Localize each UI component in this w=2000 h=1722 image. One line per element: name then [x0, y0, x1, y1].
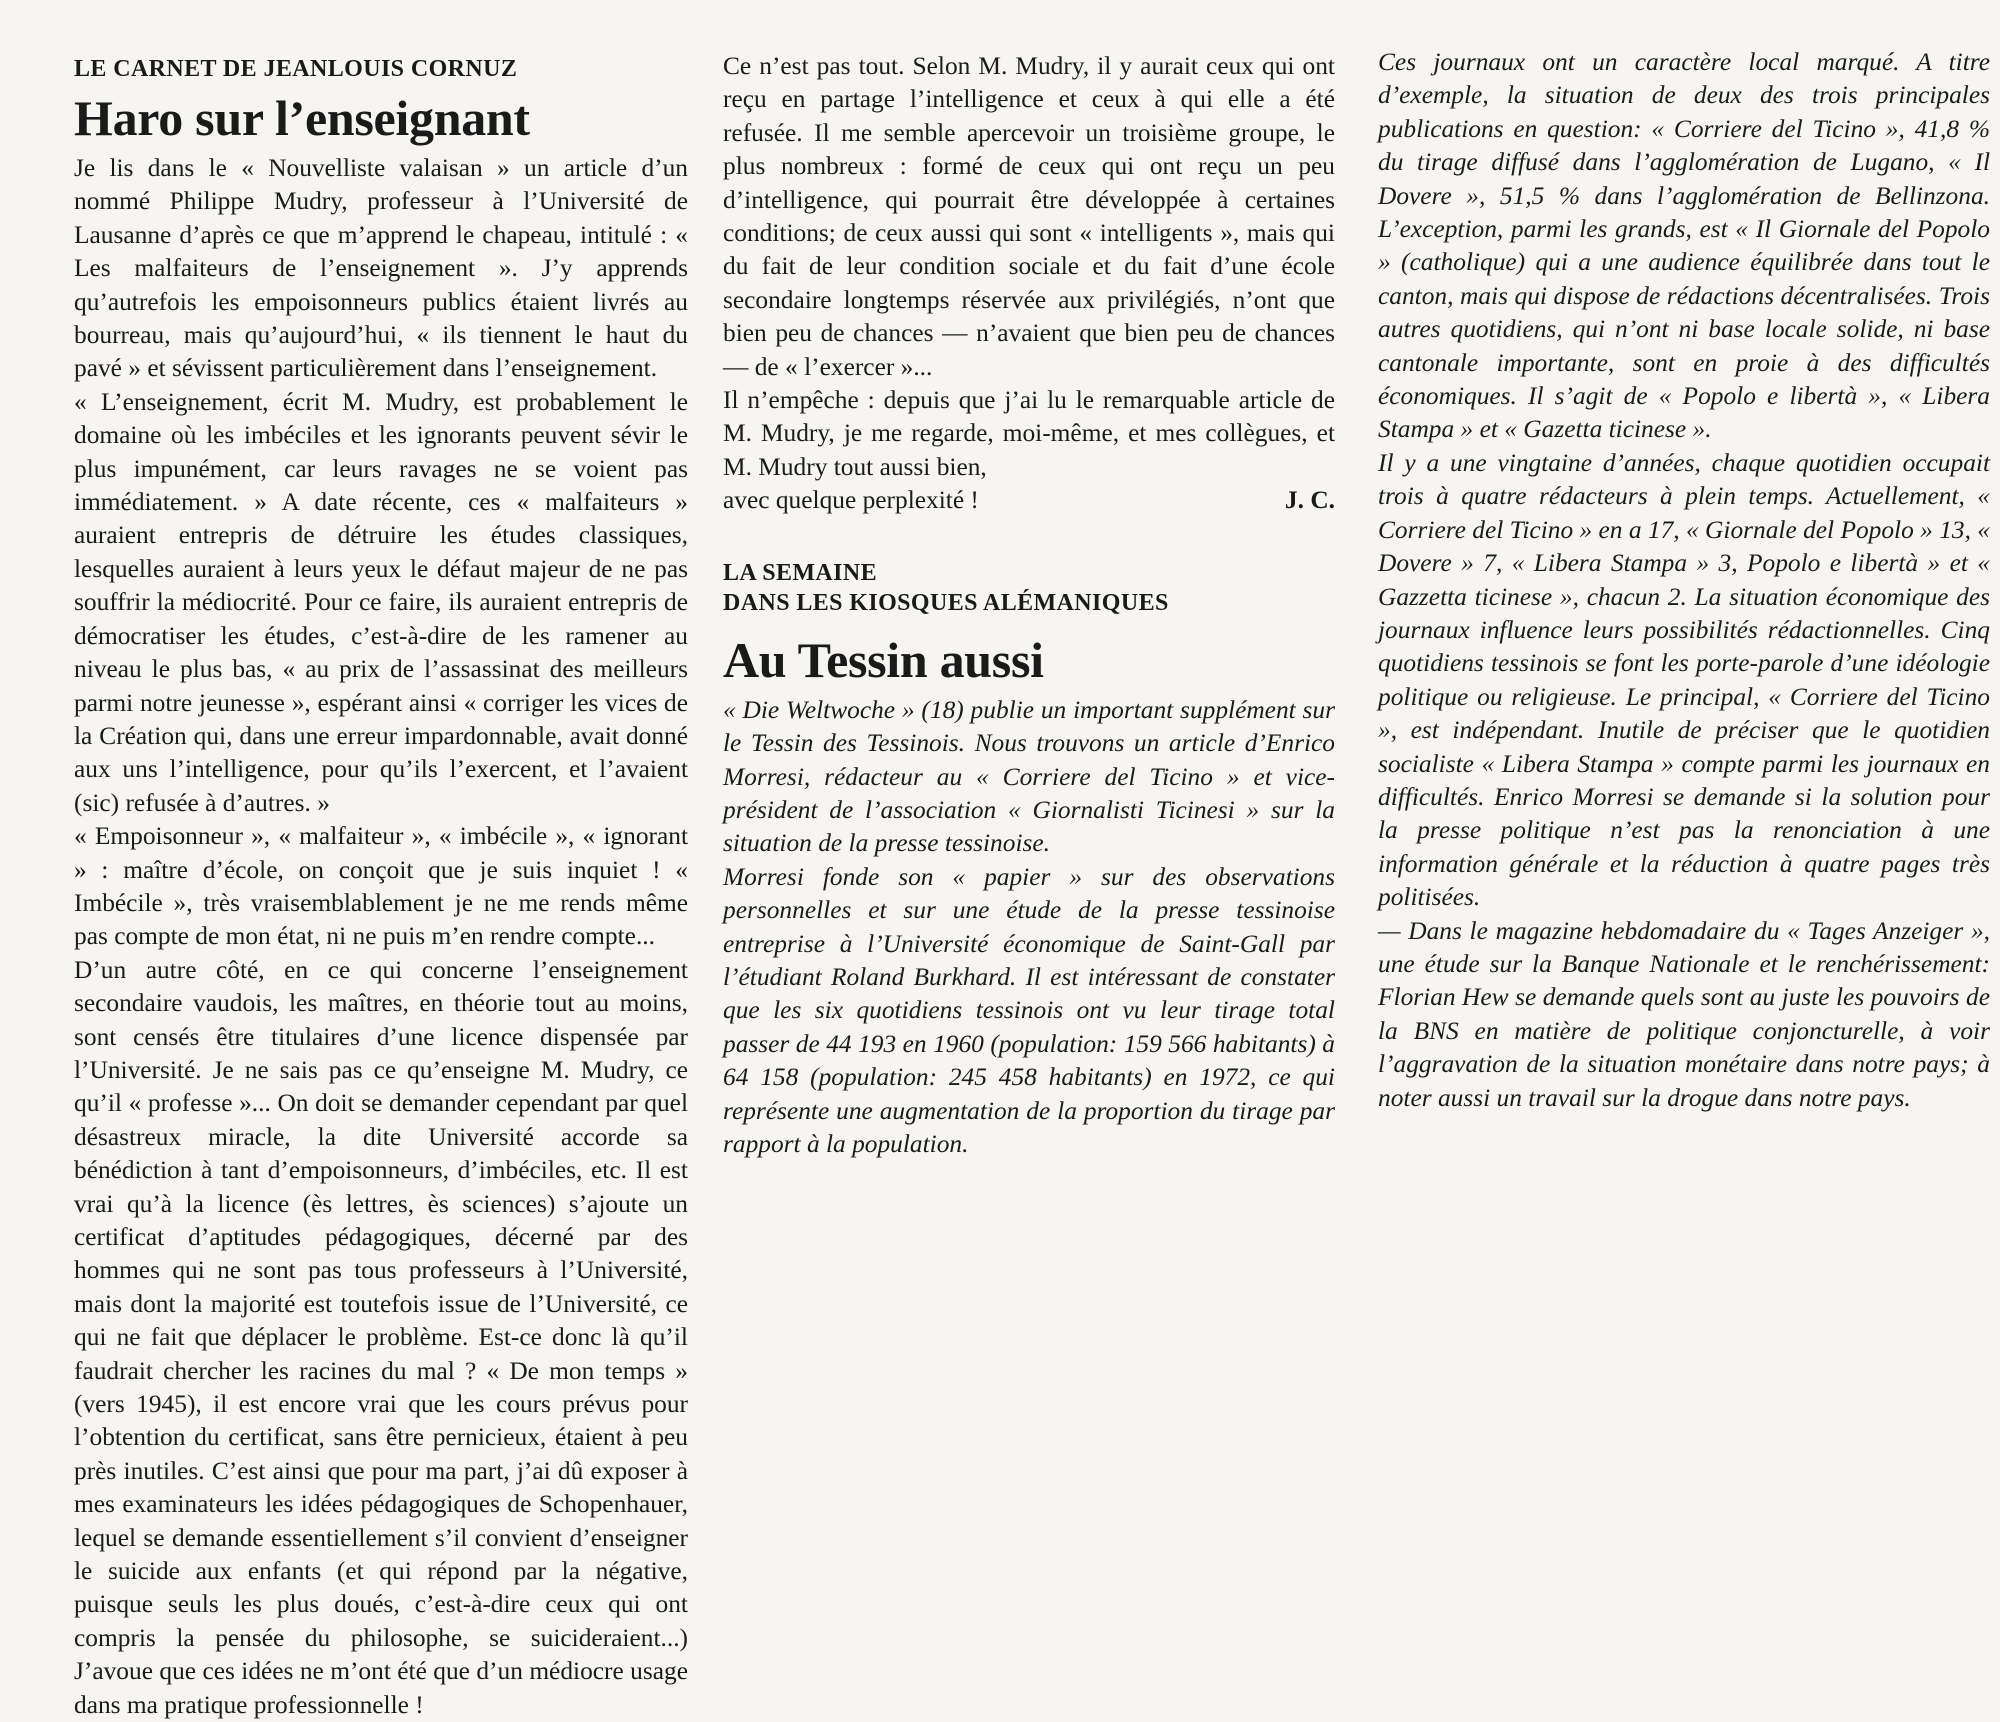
- column-1: [74, 50, 688, 1719]
- article-1-paragraph: « L’enseignement, écrit M. Mudry, est probablement le domaine où les imbéciles et les ignorants peuvent sévir le plus impunément, car leurs ravages ne se voient pas immédiatement. » A date récente, ces « malfaiteurs » auraient entrepris de détruire les études classiques, lesquelles auraient à leurs yeux le défaut majeur de ne pas souffrir la médiocrité. Pour ce faire, ils auraient entrepris de démocratiser les études, c’est-à-dire de les ramener au niveau le plus bas, « au prix de l’assassinat des meilleurs parmi notre jeunesse », espérant ainsi « corriger les vices de la Création qui, dans une erreur impardonnable, avait donné aux uns l’intelligence, pour qu’ils l’exercent, et l’avaient (sic) refusée à d’autres. »: [74, 387, 688, 817]
- article-1-paragraph: Je lis dans le « Nouvelliste valaisan » un article d’un nommé Philippe Mudry, professeur à l’Université de Lausanne d’après ce que m’apprend le chapeau, intitulé : « Les malfaiteurs de l’enseignement ». J’y apprends qu’autrefois les empoisonneurs publics étaient livrés au bourreau, mais qu’aujourd’hui, « ils tiennent le haut du pavé » et sévissent particulièrement dans l’enseignement.: [74, 154, 688, 383]
- article-spacer: [723, 518, 1335, 554]
- column-3: [1378, 46, 1990, 1548]
- article-2-paragraph: « Die Weltwoche » (18) publie un important supplément sur le Tessin des Tessinois. Nous trouvons un article d’Enrico Morresi, rédacteur au « Corriere del Ticino » et vice-président de l’association « Giornalisti Ticinesi » sur la situation de la presse tessinoise.: [723, 695, 1335, 858]
- article-1-rubric: LE CARNET DE JEANLOUIS CORNUZ: [74, 56, 518, 82]
- article-2-rubric-line-1: LA SEMAINE: [723, 559, 878, 586]
- article-1-closing: [723, 484, 1335, 517]
- article-1-paragraph: D’un autre côté, en ce qui concerne l’enseignement secondaire vaudois, les maîtres, en théorie tout au moins, sont censés être titulaires d’une licence dispensée par l’Université. Je ne sais pas ce qu’enseigne M. Mudry, ce qu’il « professe »... On doit se demander cependant par quel désastreux miracle, la dite Université accorde sa bénédiction à tant d’empoisonneurs, d’imbéciles, etc. Il est vrai qu’à la licence (ès lettres, ès sciences) s’ajoute un certificat d’aptitudes pédagogiques, décerné par des hommes qui ne sont pas tous professeurs à l’Université, mais dont la majorité est toutefois issue de l’Université, ce qui ne fait que déplacer le problème. Est-ce donc là qu’il faudrait chercher les racines du mal ? « De mon temps » (vers 1945), il est encore vrai que les cours prévus pour l’obtention du certificat, sans être pernicieux, étaient à peu près inutiles. C’est ainsi que pour ma part, j’ai dû exposer à mes examinateurs les idées pédagogiques de Schopenhauer, lequel se demande essentiellement s’il convient d’enseigner le suicide aux enfants (et qui répond par la négative, puisque seuls les plus doués, c’est-à-dire ceux qui ont compris la pensée du philosophe, se suicideraient...) J’avoue que ces idées ne m’ont été que d’un médiocre usage dans ma pratique professionnelle !: [74, 955, 688, 1719]
- article-2-paragraph: Ces journaux ont un caractère local marqué. A titre d’exemple, la situation de deux des trois principales publications en question: « Corriere del Ticino », 41,8 % du tirage diffusé dans l’agglomération de Lugano, « Il Dovere », 51,5 % dans l’agglomération de Bellinzona. L’exception, parmi les grands, est « Il Giornale del Popolo » (catholique) qui a une audience équilibrée dans tout le canton, mais qui dispose de rédactions décentralisées. Trois autres quotidiens, qui n’ont ni base locale solide, ni base cantonale importante, sont en proie à des difficultés économiques. Il s’agit de « Popolo e libertà », « Libera Stampa » et « Gazetta ticinese ».: [1378, 48, 1990, 444]
- article-2-paragraph: — Dans le magazine hebdomadaire du « Tages Anzeiger », une étude sur la Banque Nationale et le renchérissement: Florian Hew se demande quels sont au juste les pouvoirs de la BNS en matière de politique conjoncturelle, à voir l’aggravation de la situation monétaire dans notre pays; à noter aussi un travail sur la drogue dans notre pays.: [1378, 916, 1990, 1112]
- column-2: [723, 50, 1335, 1548]
- article-1-last-line: avec quelque perplexité !: [723, 486, 979, 515]
- article-1-paragraph: Il n’empêche : depuis que j’ai lu le remarquable article de M. Mudry, je me regarde, moi-même, et mes collègues, et M. Mudry tout aussi bien,: [723, 386, 1335, 481]
- article-2-rubric-line-2: DANS LES KIOSQUES ALÉMANIQUES: [723, 589, 1169, 616]
- article-1-paragraph: « Empoisonneur », « malfaiteur », « imbécile », « ignorant » : maître d’école, on conçoit que je suis inquiet ! « Imbécile », très vraisemblablement je ne me rends même pas compte de mon état, ni ne puis m’en rendre compte...: [74, 822, 688, 951]
- article-2-headline: Au Tessin aussi: [723, 631, 1044, 688]
- article-1-signature: J. C.: [1284, 486, 1335, 515]
- article-2-paragraph: Il y a une vingtaine d’années, chaque quotidien occupait trois à quatre rédacteurs à plein temps. Actuellement, « Corriere del Ticino » en a 17, « Giornale del Popolo » 13, « Dovere » 7, « Libera Stampa » 3, Popolo e libertà » et « Gazzetta ticinese », chacun 2. La situation économique des journaux influence leurs possibilités rédactionnelles. Cinq quotidiens tessinois se font les porte-parole d’une idéologie politique ou religieuse. Le principal, « Corriere del Ticino », est indépendant. Inutile de préciser que le quotidien socialiste « Libera Stampa » compte parmi les journaux en difficultés. Enrico Morresi se demande si la solution pour la presse politique n’est pas la renonciation à une information générale et la réduction à quatre pages très politisées.: [1378, 448, 1990, 912]
- article-1-paragraph: Ce n’est pas tout. Selon M. Mudry, il y aurait ceux qui ont reçu en partage l’intelligence et ceux à qui elle a été refusée. Il me semble apercevoir un troisième groupe, le plus nombreux : formé de ceux qui ont reçu un peu d’intelligence, qui pourrait être développée à certaines conditions; de ceux aussi qui sont « intelligents », mais qui du fait de leur condition sociale et du fait d’une école secondaire longtemps réservée aux privilégiés, n’ont que bien peu de chances — n’avaient que bien peu de chances — de « l’exercer »...: [723, 52, 1335, 381]
- article-1-headline: Haro sur l’enseignant: [74, 90, 530, 146]
- article-2-paragraph: Morresi fonde son « papier » sur des observations personnelles et sur une étude de la presse tessinoise entreprise à l’Université économique de Saint-Gall par l’étudiant Roland Burkhard. Il est intéressant de constater que les six quotidiens tessinois ont vu leur tirage total passer de 44 193 en 1960 (population: 159 566 habitants) à 64 158 (population: 245 458 habitants) en 1972, ce qui représente une augmentation de la proportion du tirage par rapport à la population.: [723, 862, 1335, 1158]
